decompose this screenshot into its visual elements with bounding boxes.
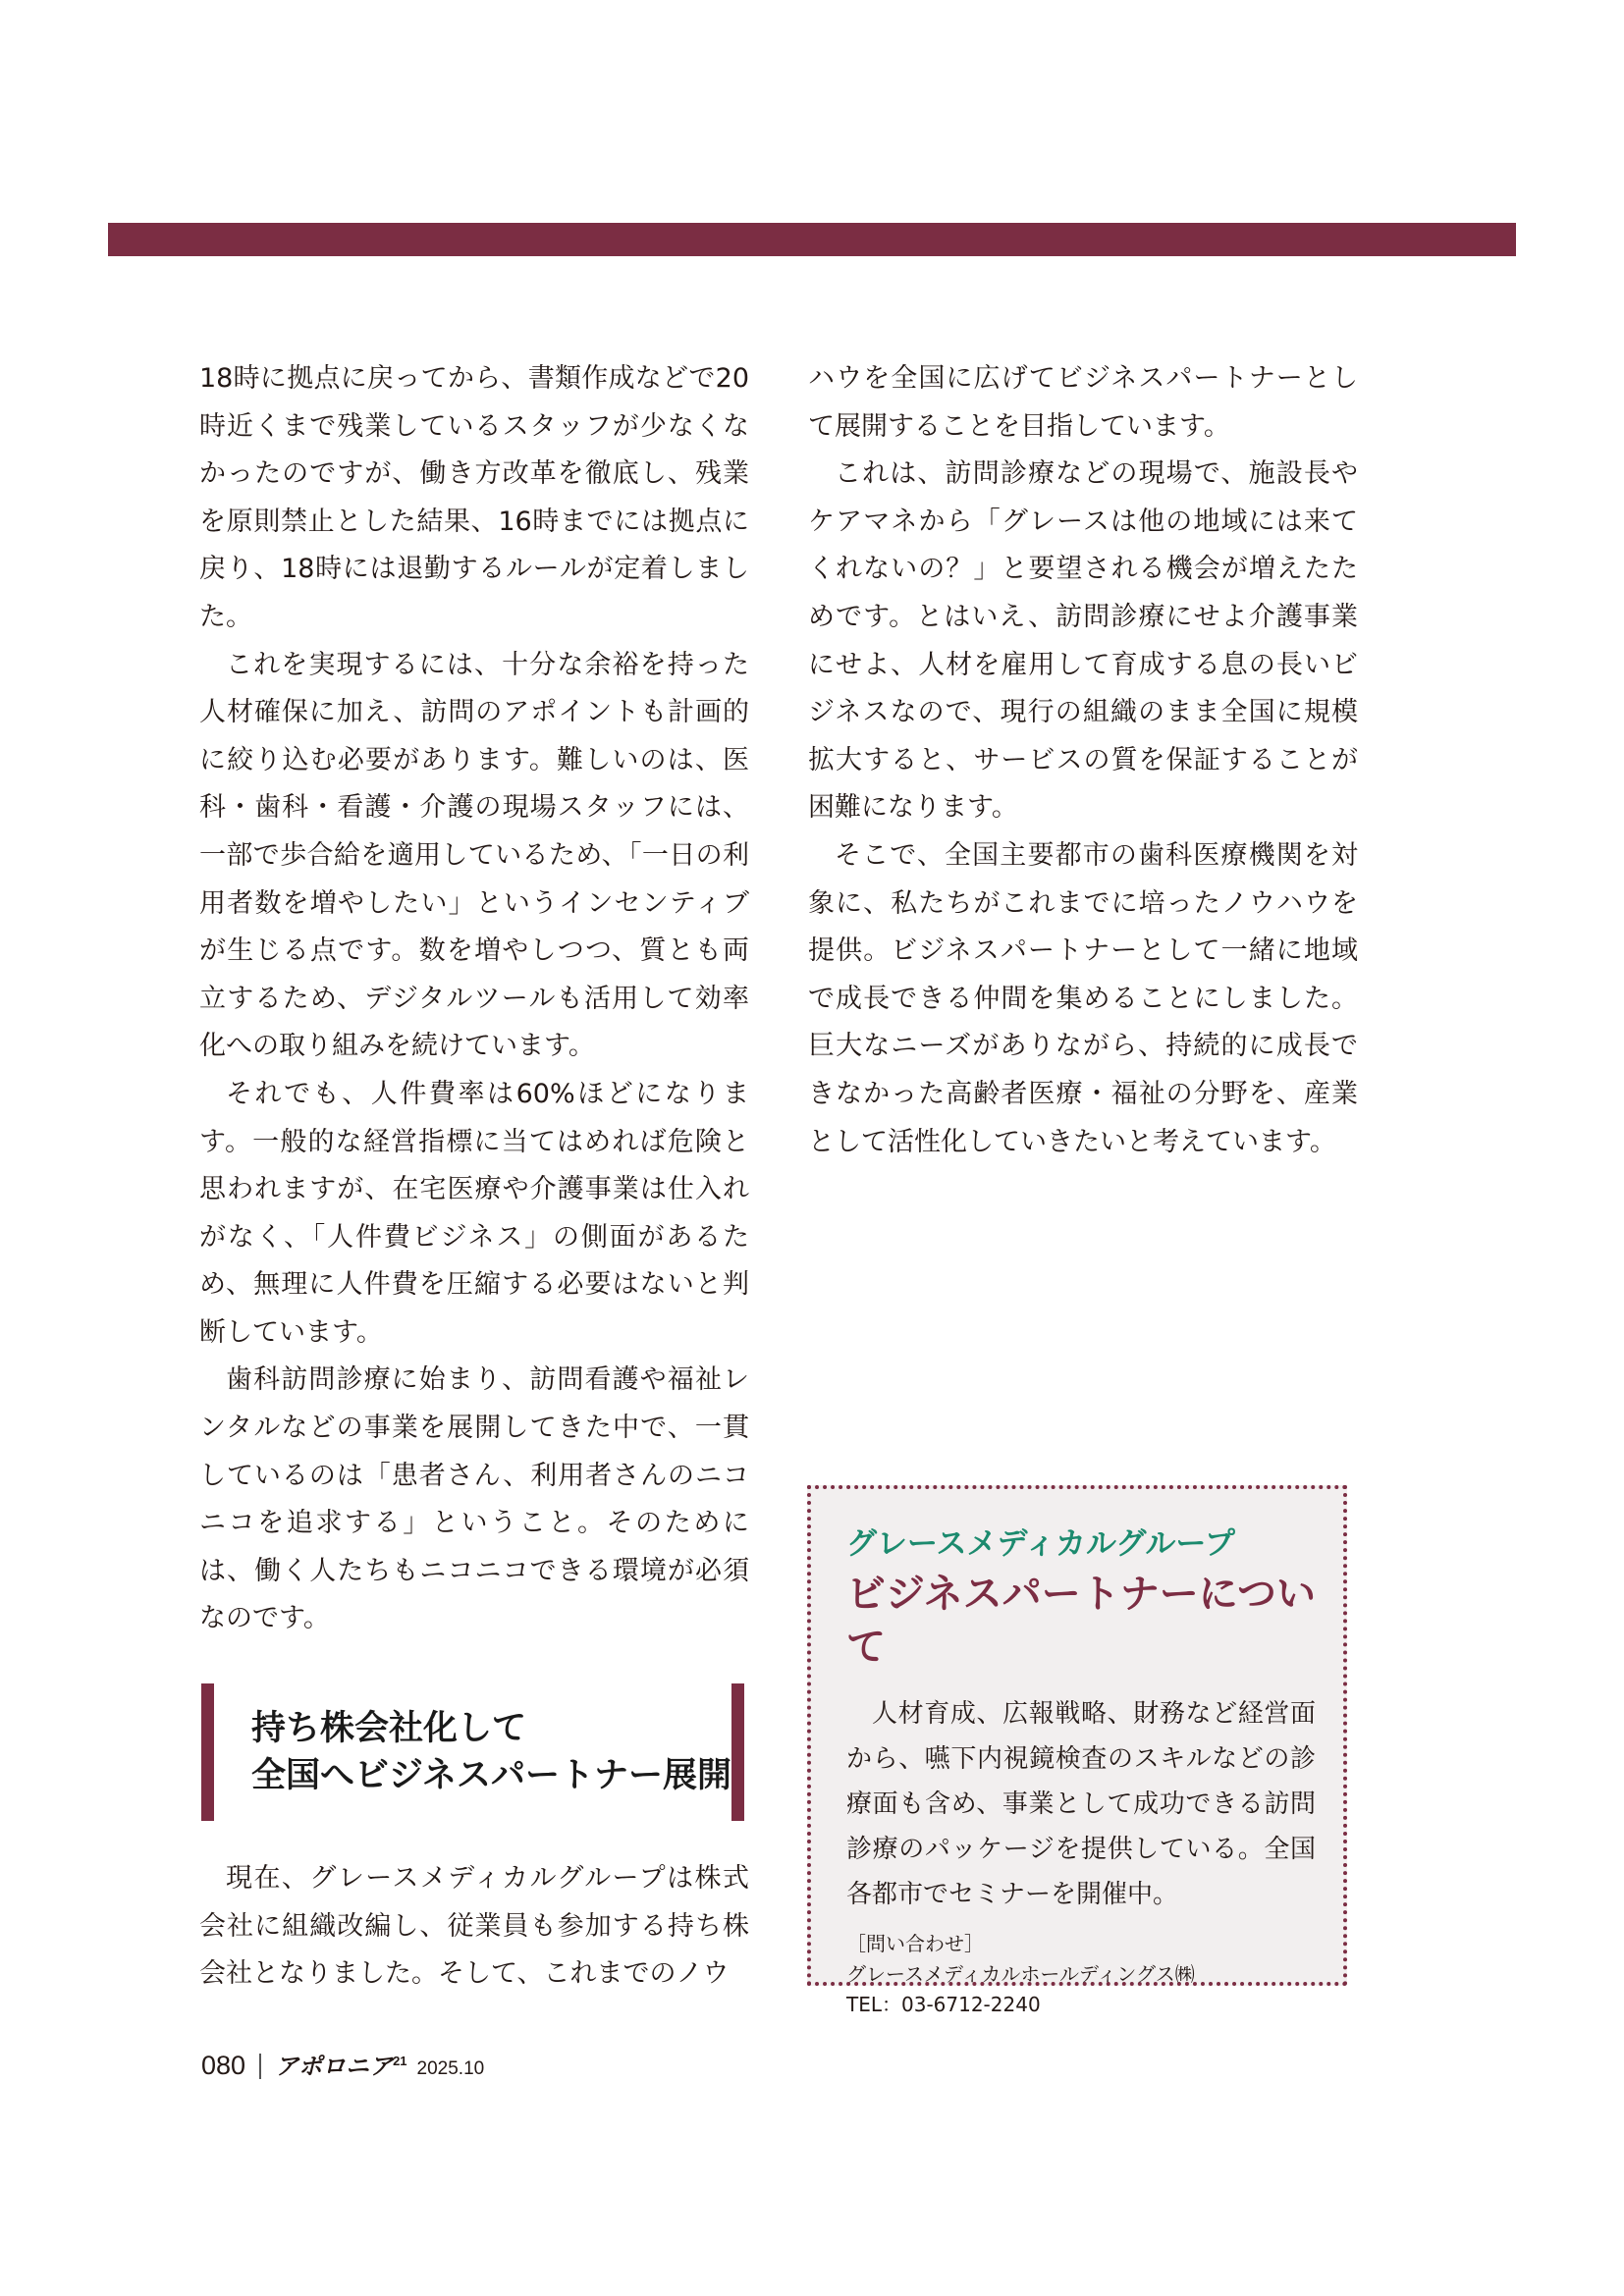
paragraph: ハウを全国に広げてビジネスパートナーとして展開することを目指しています。 [808, 363, 1358, 442]
issue-date: 2025.10 [416, 2058, 485, 2079]
paragraph: そこで、全国主要都市の歯科医療機関を対象に、私たちがこれまでに培ったノウハウを提供。ビジネスパートナーとして一緒に地域で成長できる仲間を集めることにしました。巨大なニーズがありながら、持続的に成長できなかった高齢者医療・福祉の分野を、産業として活性化していきたいと考えています。 [808, 839, 1358, 1157]
info-box-body: 人材育成、広報戦略、財務など経営面から、嚥下内視鏡検査のスキルなどの診療面も含め、事業として成功できる訪問診療のパッケージを提供している。全国各都市でセミナーを開催中。 [846, 1699, 1316, 1909]
right-column [808, 355, 1358, 1166]
info-box-title: ビジネスパートナーについて [846, 1572, 1316, 1670]
info-box-contact [846, 1929, 1316, 2020]
contact-label: ［問い合わせ］ [846, 1932, 984, 1955]
paragraph: それでも、人件費率は60%ほどになります。一般的な経営指標に当てはめれば危険と思われますが、在宅医療や介護事業は仕入れがなく、「人件費ビジネス」の側面があるため、無理に人件費を圧縮する必要はないと判断しています。 [199, 1078, 749, 1348]
page-footer [201, 2047, 484, 2086]
left-column [199, 355, 749, 1643]
paragraph: これは、訪問診療などの現場で、施設長やケアマネから「グレースは他の地域には来てくれないの？」と要望される機会が増えたためです。とはいえ、訪問診療にせよ介護事業にせよ、人材を雇用して育成する息の長いビジネスなので、現行の組織のまま全国に規模拡大すると、サービスの質を保証することが困難になります。 [808, 458, 1358, 824]
magazine-title: アポロニア [275, 2054, 394, 2080]
info-box [807, 1485, 1347, 2016]
footer-divider [259, 2054, 261, 2079]
contact-tel: TEL：03-6712-2240 [846, 1993, 1041, 2016]
paragraph: 現在、グレースメディカルグループは株式会社に組織改編し、従業員も参加する持ち株会社となりました。そして、これまでのノウ [199, 1863, 749, 1990]
magazine-superscript: 21 [393, 2054, 407, 2068]
section-heading-line-1: 持ち株会社化して [251, 1709, 527, 1748]
section-heading-line-2: 全国へビジネスパートナー展開 [251, 1756, 731, 1795]
left-column-after-heading [199, 1855, 749, 1999]
info-box-company: グレースメディカルグループ [846, 1526, 1235, 1562]
page-number: 080 [201, 2051, 246, 2080]
contact-company: グレースメディカルホールディングス㈱ [846, 1962, 1195, 1986]
paragraph: 18時に拠点に戻ってから、書類作成などで20時近くまで残業しているスタッフが少なくなかったのですが、働き方改革を徹底し、残業を原則禁止とした結果、16時までには拠点に戻り、18時には退勤するルールが定着しました。 [199, 363, 749, 632]
section-heading [201, 1683, 744, 1821]
paragraph: 歯科訪問診療に始まり、訪問看護や福祉レンタルなどの事業を展開してきた中で、一貫しているのは「患者さん、利用者さんのニコニコを追求する」ということ。そのためには、働く人たちもニコニコできる環境が必須なのです。 [199, 1364, 749, 1634]
magazine-name [275, 2047, 406, 2081]
paragraph: これを実現するには、十分な余裕を持った人材確保に加え、訪問のアポイントも計画的に絞り込む必要があります。難しいのは、医科・歯科・看護・介護の現場スタッフには、一部で歩合給を適用しているため、「一日の利用者数を増やしたい」というインセンティブが生じる点です。数を増やしつつ、質とも両立するため、デジタルツールも活用して効率化への取り組みを続けています。 [199, 649, 749, 1062]
header-band [108, 223, 1516, 256]
